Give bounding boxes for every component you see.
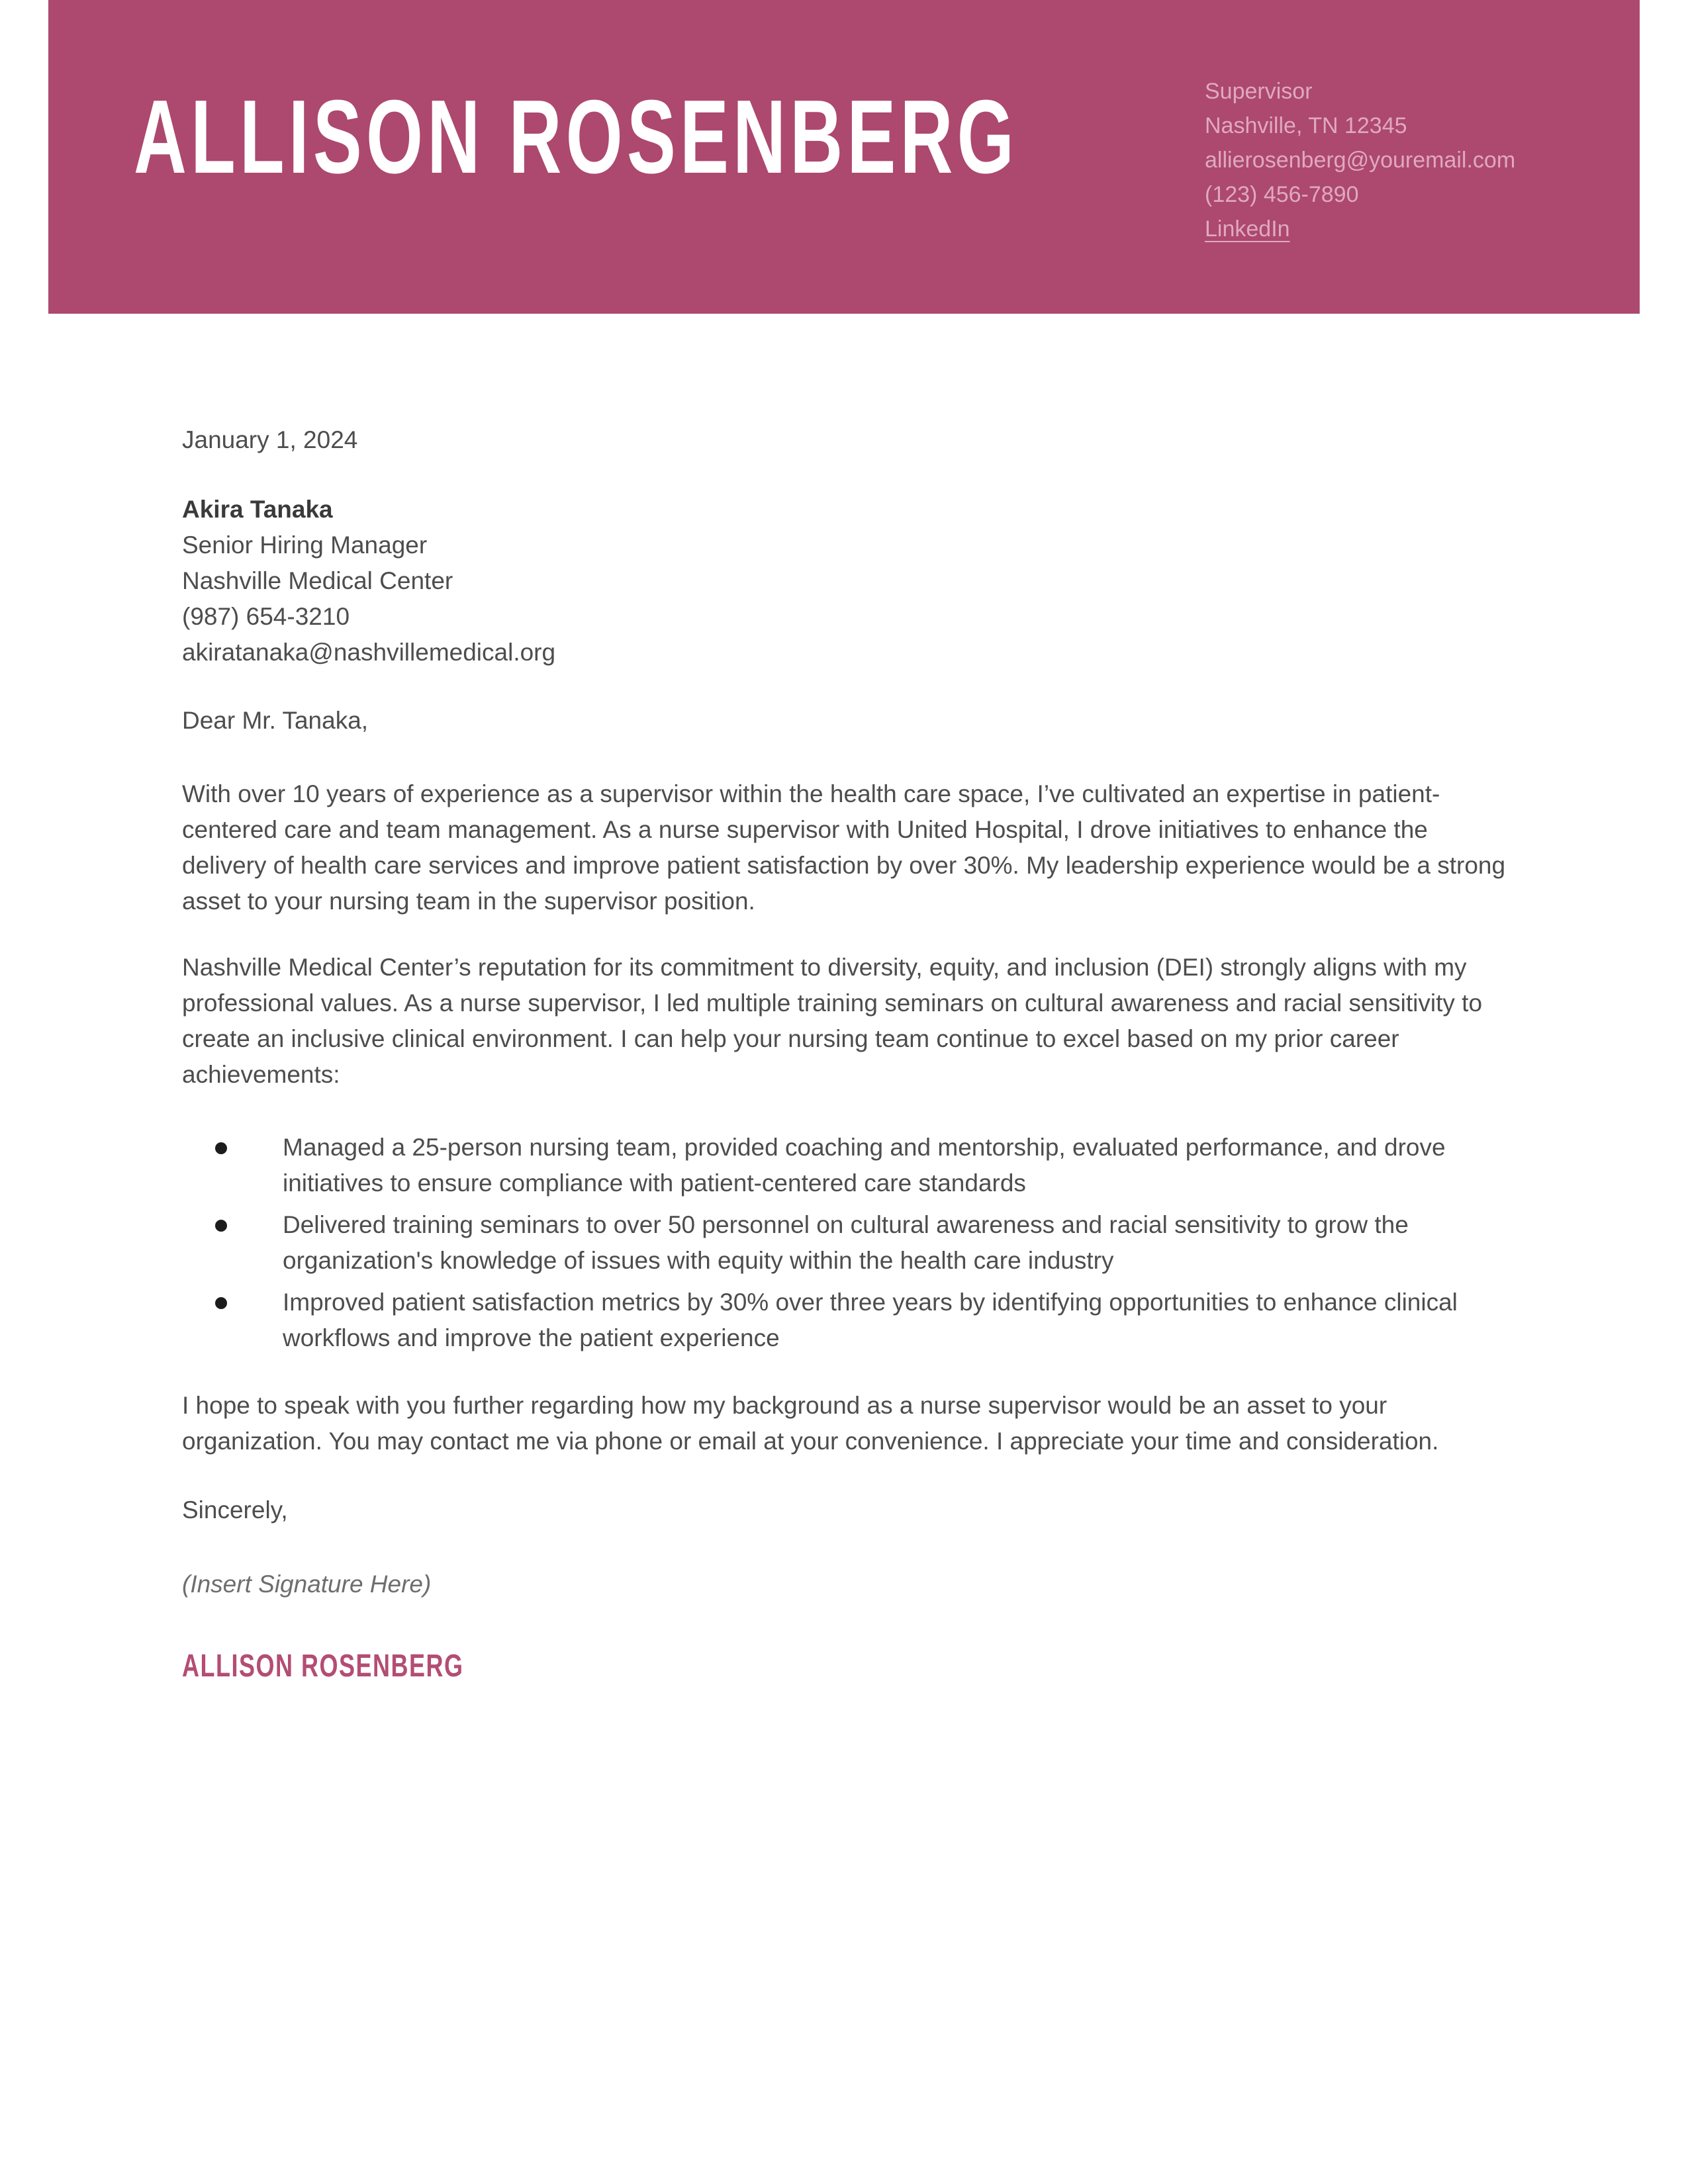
- contact-phone: (123) 456-7890: [1205, 182, 1359, 207]
- recipient-email: akiratanaka@nashvillemedical.org: [182, 639, 556, 666]
- header-banner: [48, 0, 1640, 314]
- achievement-item: [182, 1285, 1513, 1356]
- achievement-text: Improved patient satisfaction metrics by 30% over three years by identifying opportunities to enhance clinical workflows and improve the patient experience: [283, 1289, 1458, 1351]
- letter-body: [0, 422, 1688, 1685]
- achievement-item: [182, 1130, 1513, 1201]
- contact-job-title: Supervisor: [1205, 79, 1313, 104]
- signature-name: ALLISON ROSENBERG: [182, 1649, 464, 1684]
- contact-location: Nashville, TN 12345: [1205, 113, 1407, 138]
- recipient-name: Akira Tanaka: [182, 496, 333, 523]
- achievement-text: Managed a 25-person nursing team, provided coaching and mentorship, evaluated performance, and drove initiatives to ensure compliance with patient-centered care standards: [283, 1134, 1446, 1197]
- linkedin-link[interactable]: LinkedIn: [1205, 216, 1290, 242]
- salutation: Dear Mr. Tanaka,: [182, 707, 369, 734]
- recipient-block: [182, 492, 1513, 670]
- achievements-list: [182, 1130, 1513, 1356]
- closing-paragraph: I hope to speak with you further regarding how my background as a nurse supervisor would be an asset to your organization. You may contact me via phone or email at your convenience. I appreciate your time and consideration.: [182, 1392, 1439, 1455]
- bullet-dot-icon: [215, 1142, 227, 1154]
- applicant-name-title: ALLISON ROSENBERG: [134, 79, 1019, 195]
- bullet-dot-icon: [215, 1220, 227, 1232]
- bullet-dot-icon: [215, 1297, 227, 1309]
- recipient-title: Senior Hiring Manager: [182, 531, 428, 559]
- contact-email: allierosenberg@youremail.com: [1205, 148, 1516, 173]
- signoff: Sincerely,: [182, 1496, 288, 1524]
- recipient-phone: (987) 654-3210: [182, 603, 350, 630]
- body-paragraph-2: Nashville Medical Center’s reputation for its commitment to diversity, equity, and inclusion (DEI) strongly aligns with my professional values. As a nurse supervisor, I led multiple training seminars on cultural awareness and racial sensitivity to create an inclusive clinical environment. I can help your nursing team continue to excel based on my prior career achievements:: [182, 954, 1483, 1088]
- achievement-item: [182, 1207, 1513, 1279]
- recipient-company: Nashville Medical Center: [182, 567, 453, 594]
- letter-date: January 1, 2024: [182, 426, 358, 453]
- header-contact-block: [1205, 74, 1515, 246]
- achievement-text: Delivered training seminars to over 50 personnel on cultural awareness and racial sensitivity to grow the organization's knowledge of issues with equity within the health care industry: [283, 1211, 1409, 1274]
- body-paragraph-1: With over 10 years of experience as a supervisor within the health care space, I’ve cultivated an expertise in patient-centered care and team management. As a nurse supervisor with United Hospital, I drove initiatives to enhance the delivery of health care services and improve patient satisfaction by over 30%. My leadership experience would be a strong asset to your nursing team in the supervisor position.: [182, 780, 1506, 915]
- signature-placeholder: (Insert Signature Here): [182, 1570, 432, 1598]
